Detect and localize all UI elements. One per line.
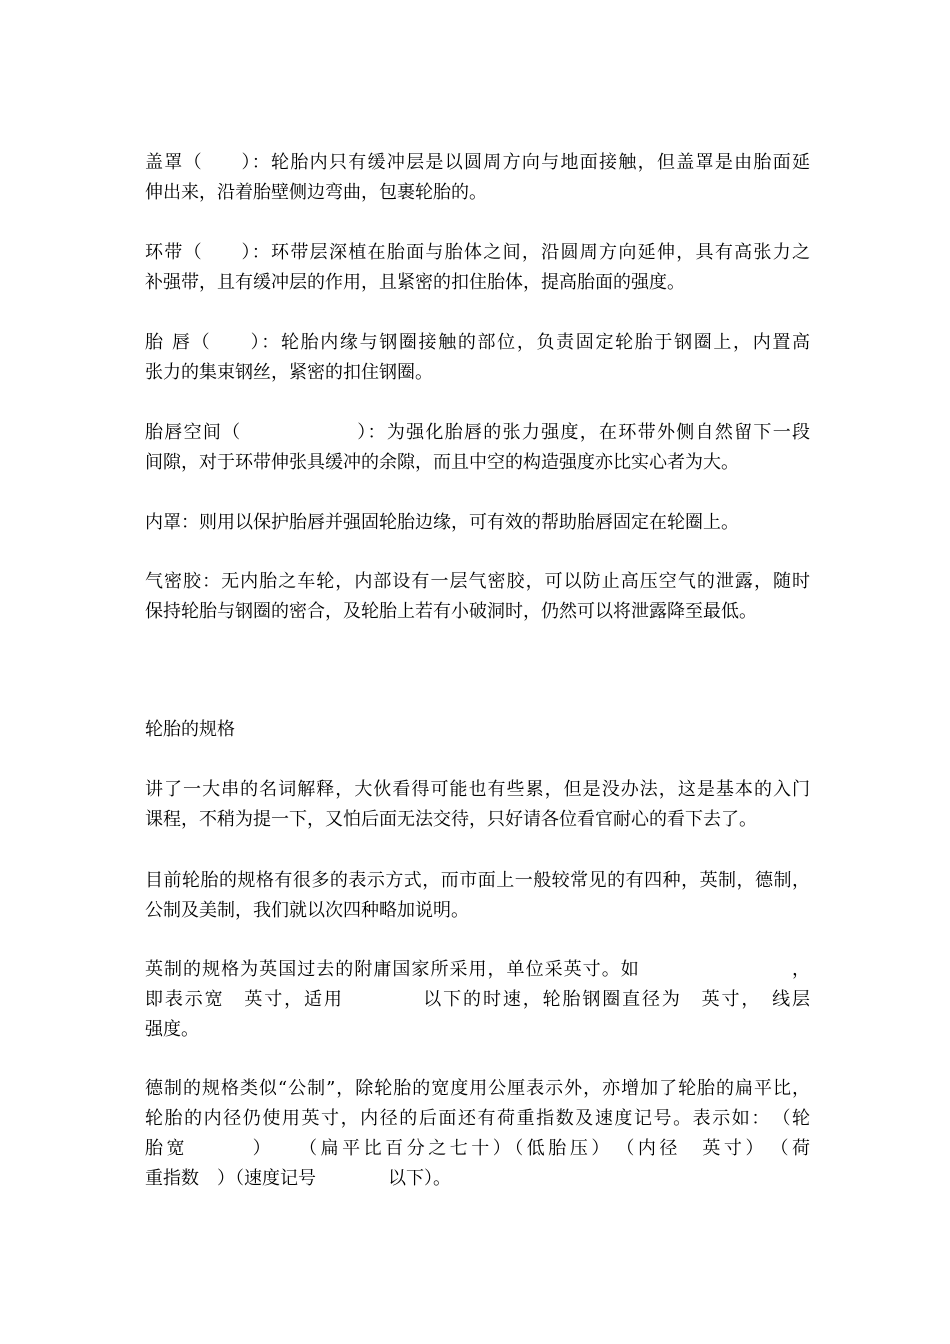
paragraph-gaizhao-line-2: 伸出来，沿着胎壁侧边弯曲，包裹轮胎的。 [145,182,487,203]
paragraph-qimijiao-line-1: 气密胶：无内胎之车轮，内部设有一层气密胶，可以防止高压空气的泄露，随时 [145,571,810,592]
paragraph-huandai-line-2: 补强带，且有缓冲层的作用，且紧密的扣住胎体，提高胎面的强度。 [145,272,685,293]
paragraph-dezhi-line-3: 胎宽 ） （扁平比百分之七十）（低胎压） （内径 英寸） （荷 [145,1138,810,1159]
paragraph-dezhi-line-4: 重指数 ）（速度记号 以下）。 [145,1168,451,1189]
paragraph-format-overview-line-2: 公制及美制，我们就以次四种略加说明。 [145,900,469,921]
paragraph-gaizhao-line-1: 盖罩（ ）：轮胎内只有缓冲层是以圆周方向与地面接触，但盖罩是由胎面延 [145,152,810,173]
paragraph-format-overview-line-1: 目前轮胎的规格有很多的表示方式，而市面上一般较常见的有四种，英制，德制， [145,870,810,891]
paragraph-huandai-line-1: 环带（ ）：环带层深植在胎面与胎体之间，沿圆周方向延伸，具有高张力之 [145,242,810,263]
paragraph-neizhao-line-1: 内罩：则用以保护胎唇并强固轮胎边缘，可有效的帮助胎唇固定在轮圈上。 [145,512,739,533]
paragraph-yingzhi-line-3: 强度。 [145,1019,199,1040]
paragraph-intro-line-1: 讲了一大串的名词解释，大伙看得可能也有些累，但是没办法，这是基本的入门 [145,779,810,800]
paragraph-dezhi-line-1: 德制的规格类似“公制”，除轮胎的宽度用公厘表示外，亦增加了轮胎的扁平比， [145,1078,810,1099]
paragraph-yingzhi-line-2: 即表示宽 英寸，适用 以下的时速，轮胎钢圈直径为 英寸， 线层 [145,989,810,1010]
paragraph-dezhi-line-2: 轮胎的内径仍使用英寸，内径的后面还有荷重指数及速度记号。表示如： （轮 [145,1108,810,1129]
paragraph-taichun-line-1: 胎 唇（ ）：轮胎内缘与钢圈接触的部位，负责固定轮胎于钢圈上，内置高 [145,332,810,353]
paragraph-qimijiao-line-2: 保持轮胎与钢圈的密合，及轮胎上若有小破洞时，仍然可以将泄露降至最低。 [145,601,757,622]
paragraph-intro-line-2: 课程，不稍为提一下，又怕后面无法交待，只好请各位看官耐心的看下去了。 [145,809,757,830]
paragraph-taichun-line-2: 张力的集束钢丝，紧密的扣住钢圈。 [145,362,433,383]
paragraph-yingzhi-line-1: 英制的规格为英国过去的附庸国家所采用，单位采英寸。如 ， [145,959,810,980]
section-heading: 轮胎的规格 [145,719,235,740]
paragraph-taichun-kongjian-line-1: 胎唇空间（ ）：为强化胎唇的张力强度，在环带外侧自然留下一段 [145,422,810,443]
paragraph-taichun-kongjian-line-2: 间隙，对于环带伸张具缓冲的余隙，而且中空的构造强度亦比实心者为大。 [145,452,739,473]
